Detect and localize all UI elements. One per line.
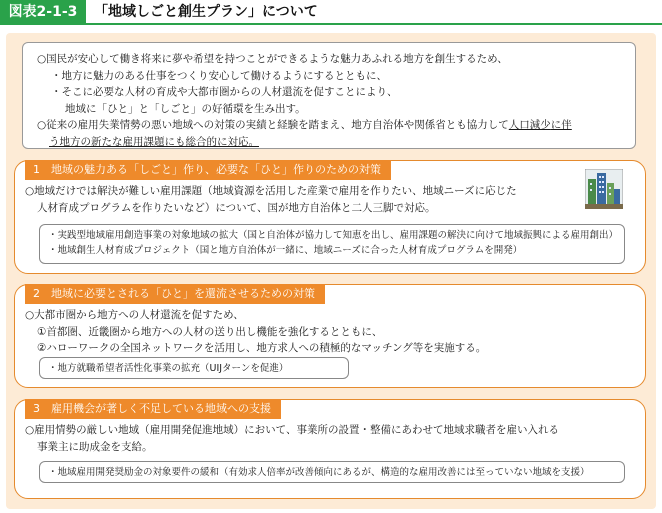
intro-line: 地域に「ひと」と「しごと」の好循環を生み出す。 — [65, 102, 306, 115]
measure-item: ・地方就職希望者活性化事業の拡充（UIJターンを促進） — [48, 363, 289, 374]
city-buildings-icon — [585, 169, 623, 209]
section-1-measures — [39, 224, 625, 264]
underlined-text: 人口減少 — [508, 119, 551, 131]
measure-item: ・実践型地域雇用創造事業の対象地域の拡大（国と自治体が協力して知恵を出し、雇用課題の解決に向けて地域振興による雇用創出） — [48, 230, 619, 241]
measure-item: ・地域創生人材育成プロジェクト（国と地方自治体が一緒に、地域ニーズに合った人材育成プログラムを開発） — [48, 245, 523, 256]
section-3 — [14, 399, 646, 499]
intro-line: ・地方に魅力のある仕事をつくり安心して働けるようにするとともに、 — [51, 69, 387, 82]
measure-item: ・地域雇用開発奨励金の対象要件の緩和（有効求人倍率が改善傾向にあるが、構造的な雇用改善には至っていない地域を支援） — [48, 467, 590, 478]
section-3-title: 3 雇用機会が著しく不足している地域への支援 — [25, 399, 281, 419]
section-line: 人材育成プログラムを作りたいなど）について、国が地方自治体と二人三脚で対応。 — [37, 201, 436, 214]
section-2-title: 2 地域に必要とされる「ひと」を還流させるための対策 — [25, 284, 325, 304]
section-3-measures — [39, 461, 625, 483]
section-2-measures — [39, 357, 349, 379]
section-line: ○大都市圏から地方への人材還流を促すため、 — [25, 309, 244, 321]
intro-line: ・そこに必要な人材の育成や大都市圏からの人材還流を促すことにより、 — [51, 86, 398, 98]
intro-line: う地方の新たな雇用課題にも総合的に対応。 — [49, 135, 259, 148]
intro-text: ○従来の雇用失業情勢の悪い地域への対策の実績と経験を踏まえ、地方自治体や関係省とも協力して — [37, 119, 509, 131]
section-line: ○地域だけでは解決が難しい雇用課題（地域資源を活用した産業で雇用を作りたい、地域ニーズに応じた — [25, 185, 517, 197]
section-2-body — [25, 307, 486, 357]
section-1 — [14, 160, 646, 274]
section-3-body — [25, 422, 559, 455]
intro-line: ○国民が安心して働き将来に夢や希望を持つことができるような魅力あふれる地方を創生するため、 — [37, 53, 508, 65]
figure-number: 図表2-1-3 — [0, 0, 86, 24]
section-line: 事業主に助成金を支給。 — [37, 440, 153, 453]
underlined-text: に伴 — [550, 119, 572, 131]
section-line: ①首都圏、近畿圏から地方への人材の送り出し機能を強化するとともに、 — [37, 325, 383, 338]
section-1-title: 1 地域の魅力ある「しごと」作り、必要な「ひと」作りのための対策 — [25, 160, 391, 180]
intro-line — [37, 117, 635, 134]
section-1-body — [25, 183, 517, 216]
figure-header — [0, 0, 662, 24]
intro-box — [22, 42, 636, 149]
section-line: ○雇用情勢の厳しい地域（雇用開発促進地域）において、事業所の設置・整備にあわせて地域求職者を雇い入れる — [25, 424, 559, 436]
section-2 — [14, 284, 646, 388]
figure-title: 「地域しごと創生プラン」について — [94, 4, 318, 20]
section-line: ②ハローワークの全国ネットワークを活用し、地方求人への積極的なマッチング等を実施する。 — [37, 342, 487, 354]
header-rule — [0, 23, 662, 25]
